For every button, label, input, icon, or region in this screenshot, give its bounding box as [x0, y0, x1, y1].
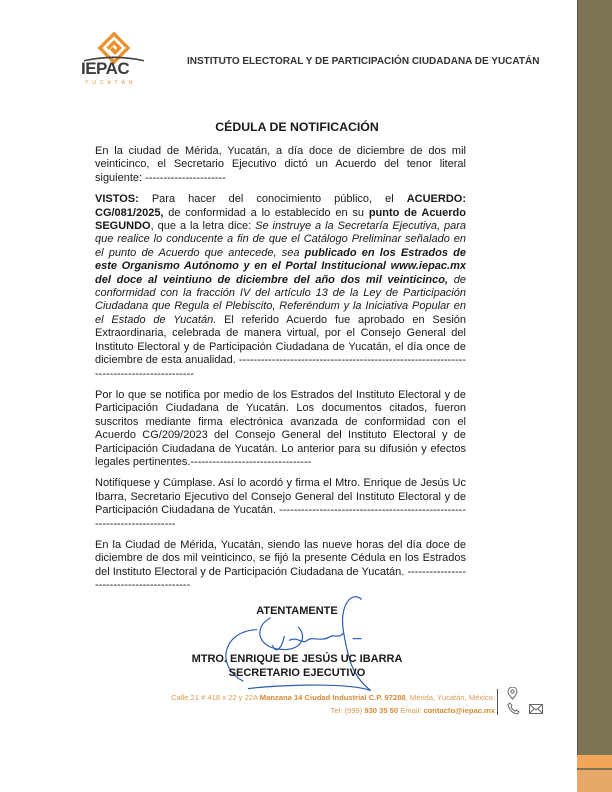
document-title: CÉDULA DE NOTIFICACIÓN [215, 120, 379, 134]
sidebar-orange-band [577, 755, 612, 768]
letterhead [78, 30, 558, 100]
paragraph-vistos [95, 193, 466, 381]
mail-icon [529, 704, 543, 714]
text: El referido Acuerdo fue aprobado en Sesión Extraordinaria, celebrada de manera virtual, por el Consejo General del Instituto Electoral y de Participación Ciudadana de Yucatán, el día once de diciembre de esta anualidad. ----------------------------------------------------------------------------------------- [95, 313, 467, 380]
paragraph-notifica: Por lo que se notifica por medio de los Estrados del Instituto Electoral y de Participación Ciudadana de Yucatán. Los documentos citados, fueron suscritos mediante firma electrónica avanzada de conformidad con el Acuerdo CG/209/2023 del Consejo General del Instituto Electoral y de Participación Ciudadana de Yucatán. Lo anterior para su difusión y efectos legales pertinentes.--------------------------------- [95, 388, 466, 468]
email-label: Email: [398, 705, 424, 715]
acuerdo-number: ACUERDO: CG/081/2025, [95, 193, 466, 219]
address-prefix: Calle 21 # 418 x 22 y 22A [171, 692, 260, 702]
signature-block [0, 601, 577, 683]
location-pin-icon [507, 687, 518, 700]
closing-text: ATENTAMENTE [256, 604, 338, 617]
text: , que a la letra dice: [150, 220, 256, 233]
paragraph-fijacion: En la Ciudad de Mérida, Yucatán, siendo las nueve horas del día doce de diciembre de dos mil veinticinco, se fijó la presente Cédula en los Estrados del Instituto Electoral y de Participación Ciudadana de Yucatán. ------------------------------------------ [95, 538, 466, 592]
quote: de conformidad con la fracción IV del artículo 13 de la Ley de Participación Ciudadana que Regula el Plebiscito, Referéndum y la Iniciativa Popular en el Estado de Yucatán. [95, 273, 466, 326]
footer-text [171, 691, 495, 717]
logo-subtext: YUCATÁN [85, 80, 137, 86]
signer-name: MTRO. ENRIQUE DE JESÚS UC IBARRA [191, 652, 403, 665]
footer [0, 687, 577, 747]
quote-bold: publicado en los Estrados de este Organismo Autónomo y en el Portal Institucional www.iepac.mx del doce al veintiuno de diciembre del año dos mil veinticinco, [95, 246, 466, 286]
sidebar-tan-band [577, 770, 612, 792]
acuerdo-point: punto de Acuerdo SEGUNDO [95, 206, 466, 233]
paragraph-intro: En la ciudad de Mérida, Yucatán, a día doce de diciembre de dos mil veinticinco, el Secretario Ejecutivo dictó un Acuerdo del tenor literal siguiente: ---------------------- [95, 145, 466, 184]
tel-label: Tel: (999) [330, 705, 365, 715]
institution-name: INSTITUTO ELECTORAL Y DE PARTICIPACIÓN CIUDADANA DE YUCATÁN [187, 56, 540, 67]
address-bold: Manzana 14 Ciudad Industrial C.P. 97288 [259, 692, 406, 702]
vistos-label: VISTOS: [95, 193, 139, 206]
tel-number: 930 35 50 [364, 705, 399, 715]
quote: Se instruye a la Secretaría Ejecutiva, para que realice lo conducente a fin de que el Catálogo Preliminar señalado en el punto de Acuerdo que antecede, sea [95, 220, 466, 259]
email-address[interactable]: contacto@iepac.mx [423, 705, 495, 715]
footer-separator [497, 689, 498, 715]
address-suffix: , Mérida, Yucatán, México. [405, 692, 495, 702]
decorative-sidebar [578, 0, 612, 792]
signer-title: SECRETARIO EJECUTIVO [228, 666, 366, 679]
text: de conformidad a lo establecido en su [163, 206, 369, 219]
logo-wordmark: IEPAC [81, 59, 130, 78]
text: Para hacer del conocimiento público, el [138, 193, 407, 206]
phone-icon [507, 702, 520, 715]
footer-address [171, 691, 495, 704]
footer-contact [171, 704, 495, 717]
paragraph-cumplase: Notifíquese y Cúmplase. Así lo acordó y firma el Mtro. Enrique de Jesús Uc Ibarra, Secretario Ejecutivo del Consejo General del Instituto Electoral y de Participación Ciudadana de Yucatán. ------------------------------------------------------------------------- [95, 477, 466, 530]
